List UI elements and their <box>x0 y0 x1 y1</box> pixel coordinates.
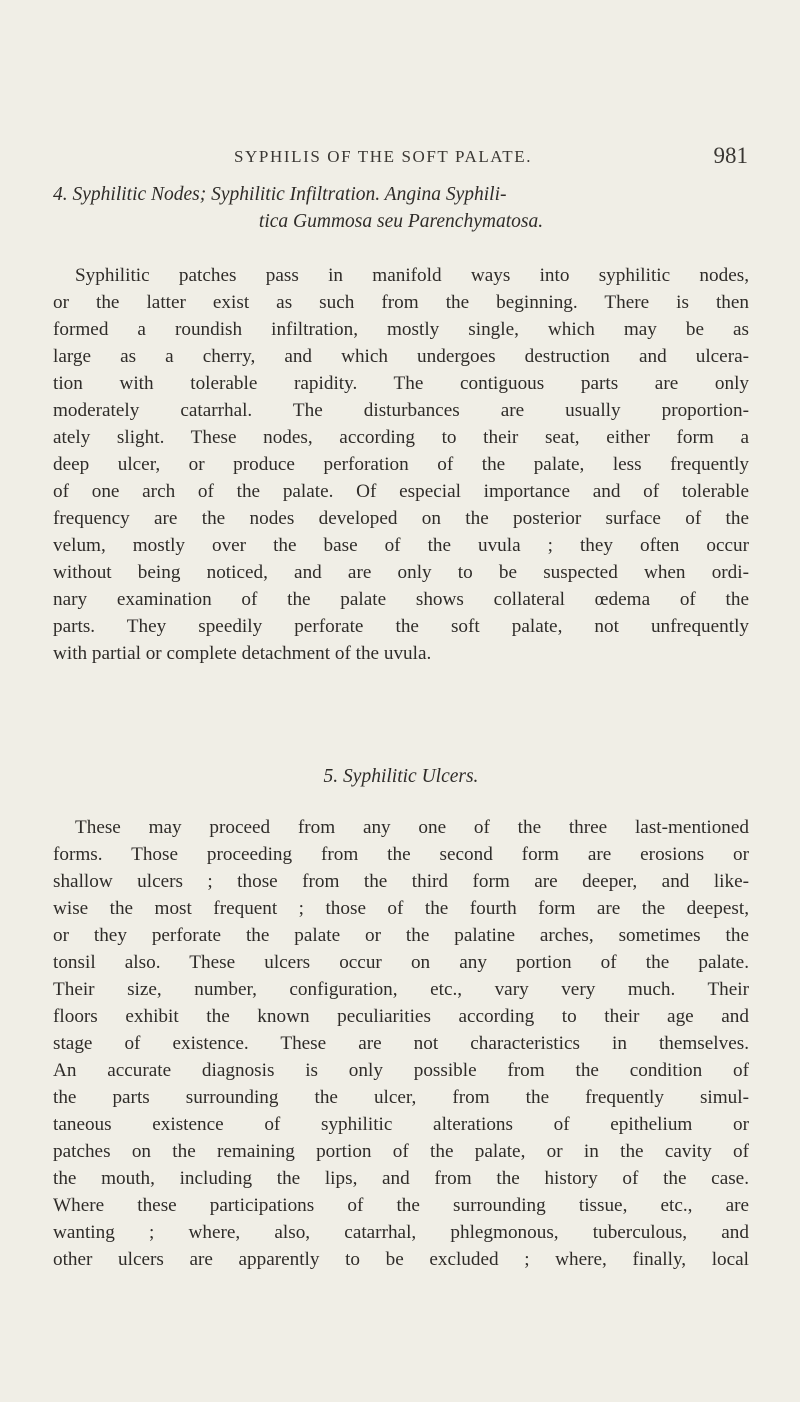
section-4-heading-line-1: 4. Syphilitic Nodes; Syphilitic Infiltration. Angina Syphili- <box>53 184 507 205</box>
paragraph-line: other ulcers are apparently to be excluded ; where, finally, local <box>53 1249 749 1270</box>
paragraph-line: floors exhibit the known peculiarities according to their age and <box>53 1006 749 1027</box>
paragraph-line: the mouth, including the lips, and from the history of the case. <box>53 1168 749 1189</box>
paragraph-line: or the latter exist as such from the beginning. There is then <box>53 292 749 313</box>
paragraph-line: ately slight. These nodes, according to their seat, either form a <box>53 427 749 448</box>
section-4-paragraph <box>53 262 749 667</box>
paragraph-line: tonsil also. These ulcers occur on any portion of the palate. <box>53 952 749 973</box>
paragraph-line: of one arch of the palate. Of especial importance and of tolerable <box>53 481 749 502</box>
paragraph-line: formed a roundish infiltration, mostly single, which may be as <box>53 319 749 340</box>
section-4-heading <box>53 181 749 235</box>
paragraph-line: or they perforate the palate or the palatine arches, sometimes the <box>53 925 749 946</box>
paragraph-line: stage of existence. These are not characteristics in themselves. <box>53 1033 749 1054</box>
paragraph-line: wise the most frequent ; those of the fourth form are the deepest, <box>53 898 749 919</box>
paragraph-line: tion with tolerable rapidity. The contiguous parts are only <box>53 373 749 394</box>
paragraph-line: without being noticed, and are only to be suspected when ordi- <box>53 562 749 583</box>
paragraph-line: parts. They speedily perforate the soft palate, not unfrequently <box>53 616 749 637</box>
paragraph-line: deep ulcer, or produce perforation of the palate, less frequently <box>53 454 749 475</box>
paragraph-line: wanting ; where, also, catarrhal, phlegmonous, tuberculous, and <box>53 1222 749 1243</box>
paragraph-line: nary examination of the palate shows collateral œdema of the <box>53 589 749 610</box>
paragraph-line: large as a cherry, and which undergoes destruction and ulcera- <box>53 346 749 367</box>
paragraph-line: taneous existence of syphilitic alterations of epithelium or <box>53 1114 749 1135</box>
paragraph-line: with partial or complete detachment of the uvula. <box>53 643 432 664</box>
paragraph-line: forms. Those proceeding from the second form are erosions or <box>53 844 749 865</box>
paragraph-line: shallow ulcers ; those from the third form are deeper, and like- <box>53 871 749 892</box>
paragraph-line: velum, mostly over the base of the uvula ; they often occur <box>53 535 749 556</box>
paragraph-line: frequency are the nodes developed on the posterior surface of the <box>53 508 749 529</box>
paragraph-line: Where these participations of the surrounding tissue, etc., are <box>53 1195 749 1216</box>
page-number: 981 <box>713 143 748 168</box>
paragraph-line: the parts surrounding the ulcer, from the frequently simul- <box>53 1087 749 1108</box>
paragraph-line: Syphilitic patches pass in manifold ways into syphilitic nodes, <box>75 265 749 286</box>
running-header <box>52 143 748 171</box>
paragraph-line: moderately catarrhal. The disturbances are usually proportion- <box>53 400 749 421</box>
paragraph-line: An accurate diagnosis is only possible from the condition of <box>53 1060 749 1081</box>
paragraph-line: patches on the remaining portion of the palate, or in the cavity of <box>53 1141 749 1162</box>
paragraph-line: These may proceed from any one of the three last-mentioned <box>75 817 749 838</box>
section-4-heading-line-2: tica Gummosa seu Parenchymatosa. <box>258 211 544 232</box>
section-5-heading-line: 5. Syphilitic Ulcers. <box>323 766 479 787</box>
section-5-heading <box>53 763 749 790</box>
running-title: SYPHILIS OF THE SOFT PALATE. <box>234 147 533 166</box>
paragraph-line: Their size, number, configuration, etc., vary very much. Their <box>53 979 749 1000</box>
section-5-paragraph <box>53 814 749 1273</box>
